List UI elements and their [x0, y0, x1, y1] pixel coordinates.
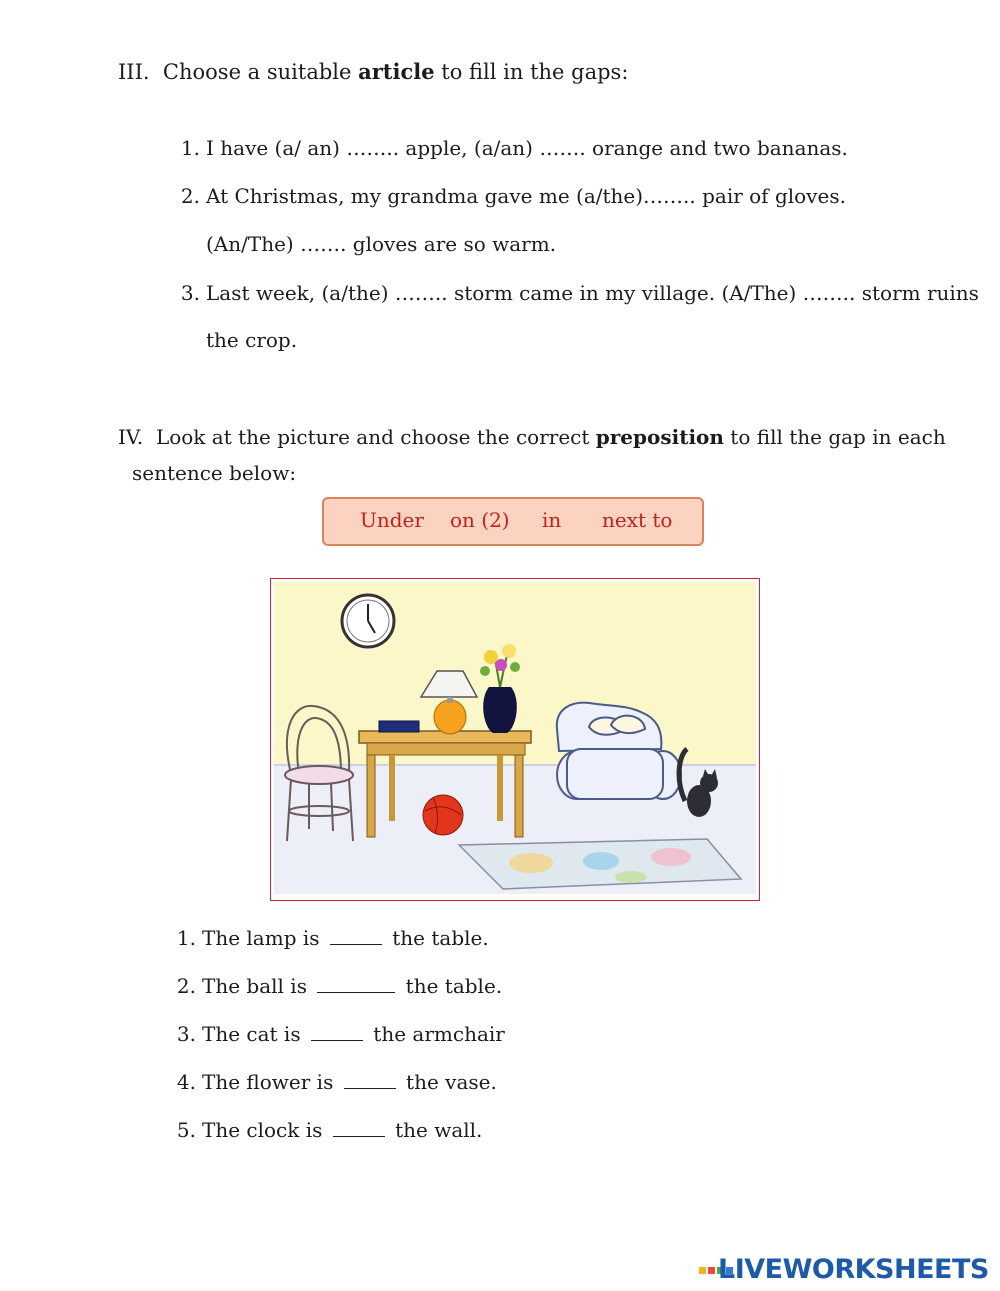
word-bank	[322, 497, 704, 546]
logo-blocks-icon	[698, 1266, 718, 1275]
word-bank-item: on (2)	[450, 508, 510, 532]
article-item-2-text: At Christmas, my grandma gave me (a/the)…….. pair of gloves.	[206, 184, 846, 208]
answer-blank[interactable]	[317, 978, 395, 993]
answer-blank[interactable]	[330, 930, 382, 945]
answer-blank[interactable]	[344, 1074, 396, 1089]
section4-instruction-line2: sentence below:	[132, 461, 297, 485]
clock	[342, 595, 394, 647]
section4-instruction: Look at the picture and choose the correct	[155, 425, 596, 449]
word-bank-item: next to	[602, 508, 673, 532]
word-bank-item: in	[542, 508, 562, 532]
section4-heading	[118, 425, 946, 449]
section3-instruction: Choose a suitable	[162, 60, 359, 84]
section3-instruction-end: to fill in the gaps:	[434, 60, 629, 84]
section4-instruction-end: to fill the gap in each	[723, 425, 946, 449]
answer-blank[interactable]	[333, 1122, 385, 1137]
section3-heading	[118, 59, 628, 84]
section3-numeral: III.	[118, 60, 150, 84]
section3-keyword: article	[358, 59, 435, 84]
book	[379, 721, 419, 732]
section4-keyword: preposition	[595, 425, 724, 449]
article-item-2-text-cont: (An/The) ……. gloves are so warm.	[206, 232, 557, 256]
article-item-1-text: I have (a/ an) …….. apple, (a/an) ……. orange and two bananas.	[206, 136, 848, 160]
answer-blank[interactable]	[311, 1026, 363, 1041]
ball	[423, 795, 463, 835]
logo-text: LIVEWORKSHEETS	[718, 1254, 989, 1285]
article-item-3-text: Last week, (a/the) …….. storm came in my village. (A/The) …….. storm ruins	[206, 281, 979, 305]
room-picture	[270, 578, 760, 901]
article-item-3-text-cont: the crop.	[206, 328, 298, 352]
word-bank-item: Under	[360, 508, 424, 532]
room-illustration	[271, 579, 759, 900]
section4-numeral: IV.	[118, 425, 144, 449]
liveworksheets-logo[interactable]	[698, 1254, 989, 1285]
rug	[459, 839, 741, 889]
